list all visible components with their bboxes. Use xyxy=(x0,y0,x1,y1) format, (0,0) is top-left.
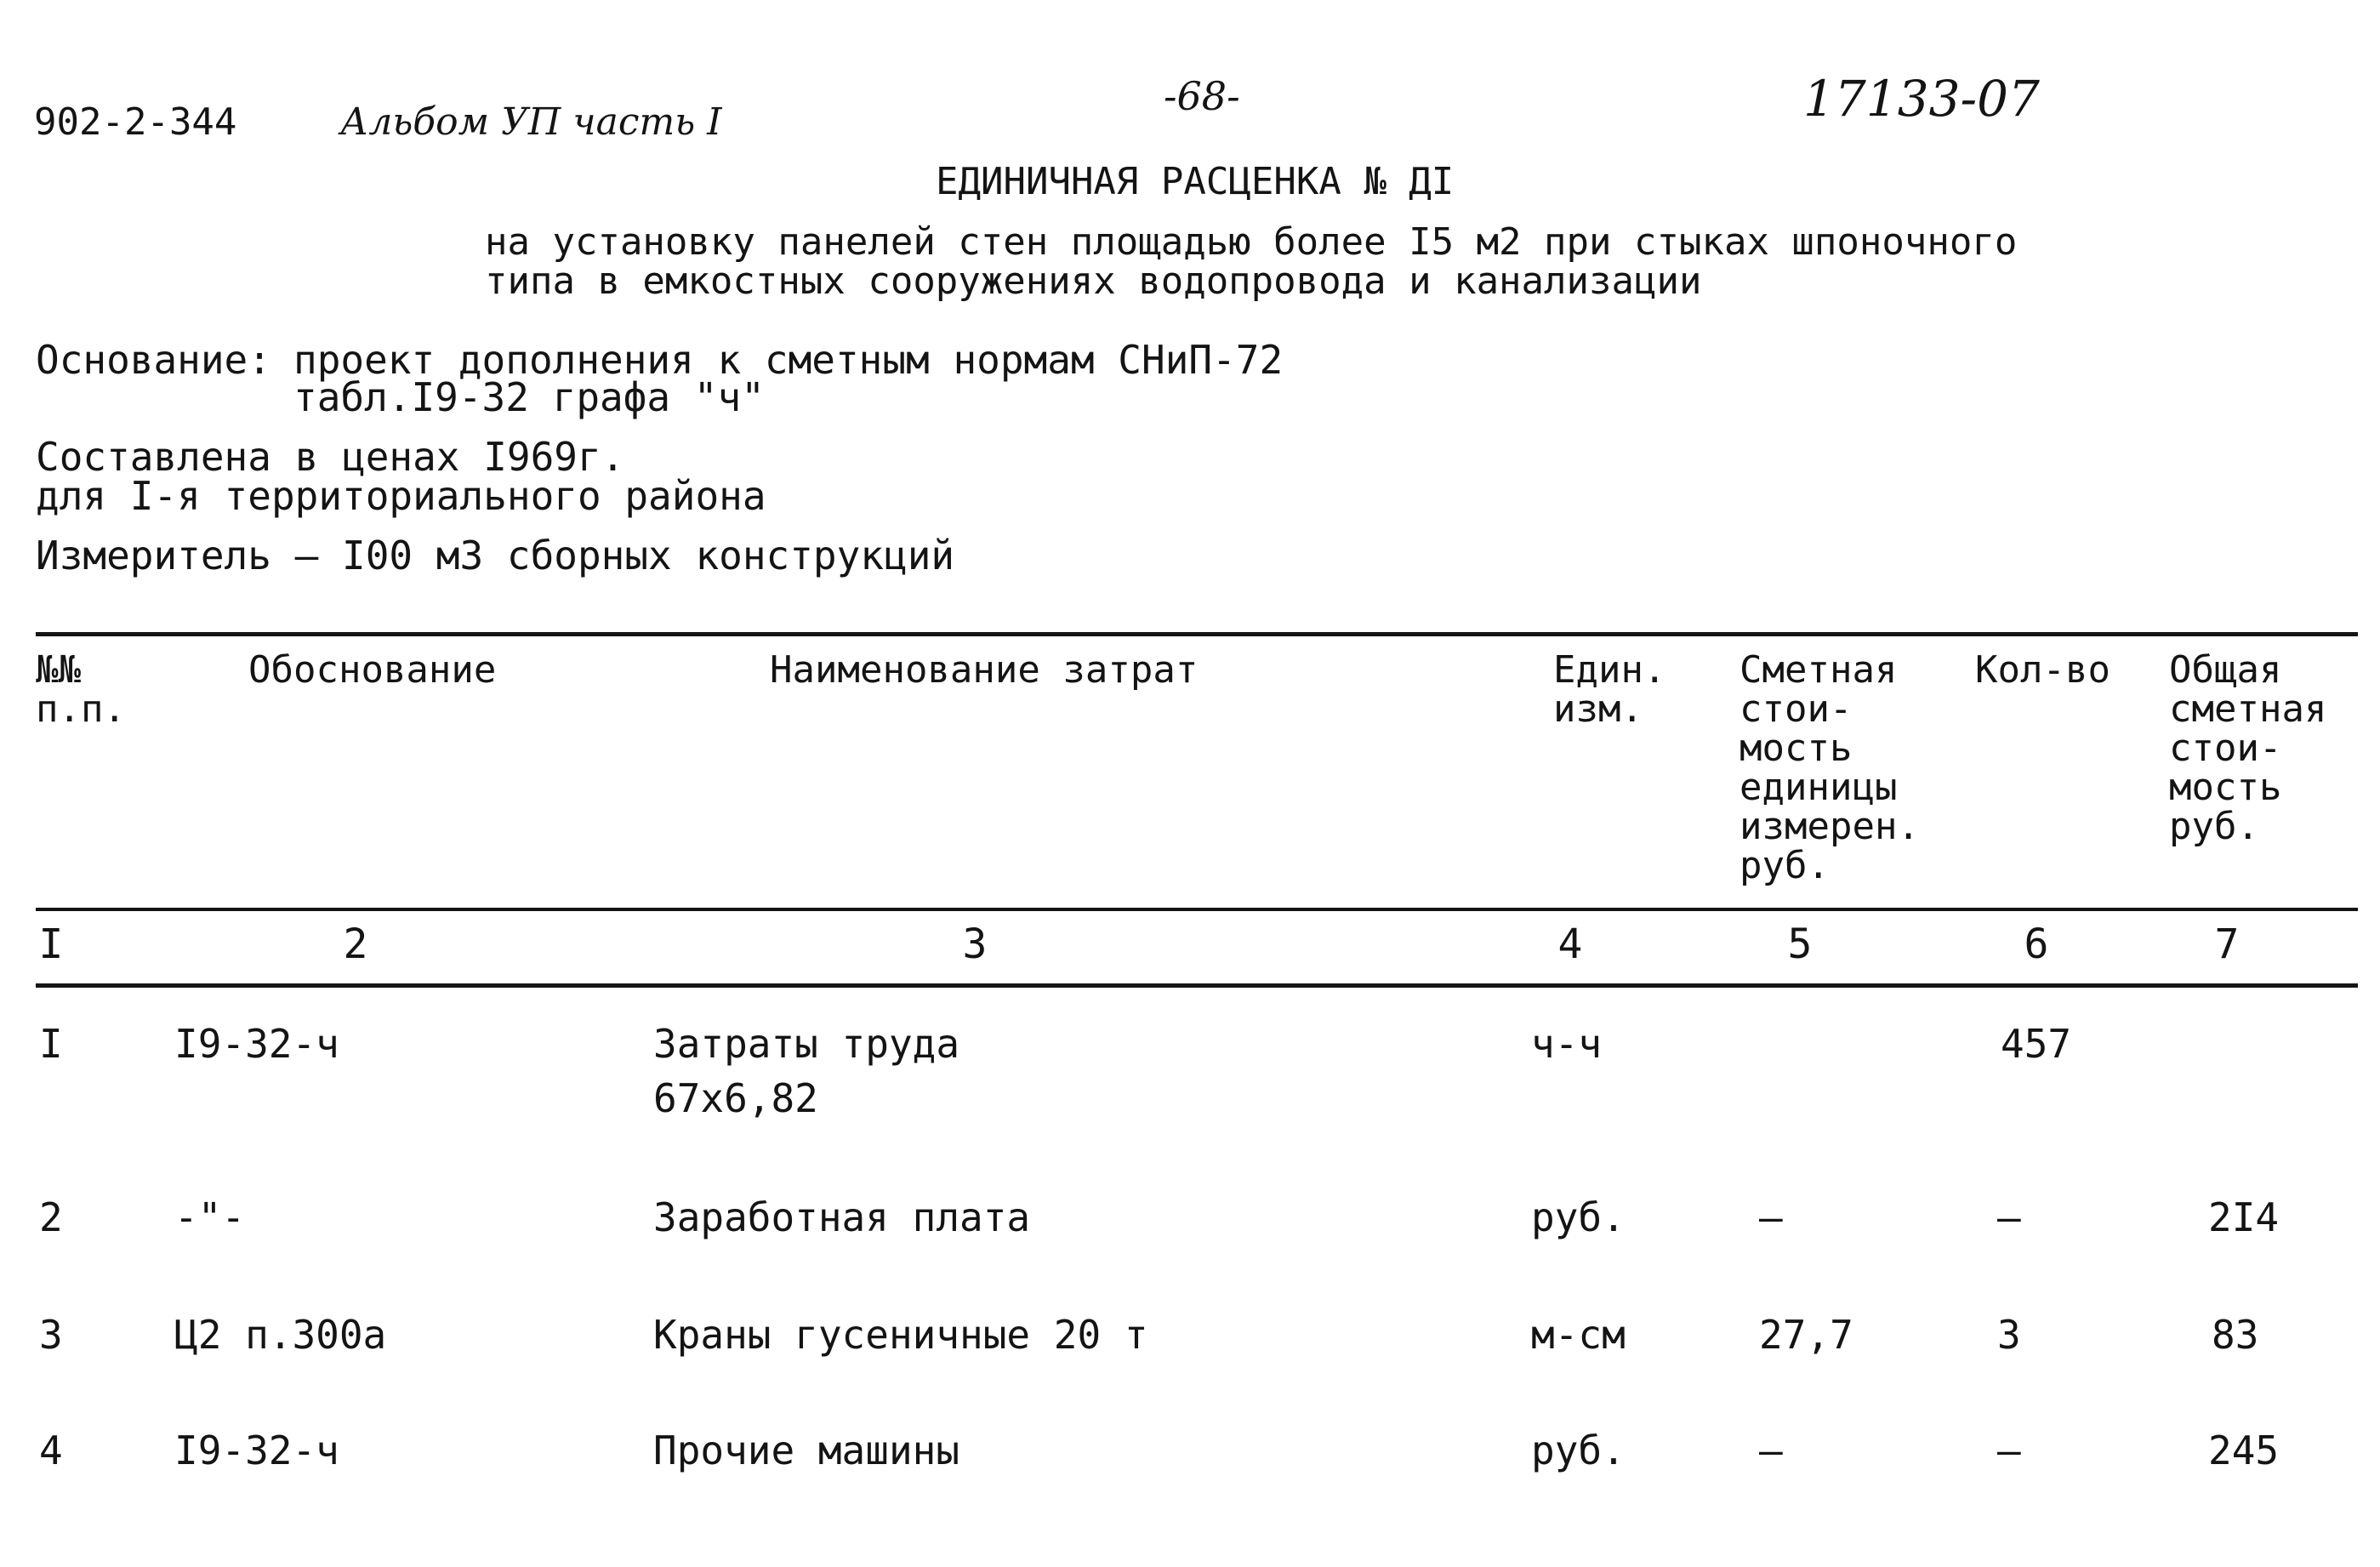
measure-unit: Измеритель – I00 м3 сборных конструкций xyxy=(36,533,955,578)
col-number-3: 3 xyxy=(962,920,988,968)
row-qty: – xyxy=(1997,1194,2021,1240)
col-header-total: Общая сметная стои- мость руб. xyxy=(2169,648,2327,848)
row-basis: I9-32-ч xyxy=(174,1021,339,1067)
col-number-1: I xyxy=(38,920,64,968)
row-total: 245 xyxy=(2208,1427,2280,1473)
subtitle-line-2: типа в емкостных сооружениях водопровода и канализации xyxy=(485,259,1702,303)
col-number-6: 6 xyxy=(2024,920,2049,968)
row-unit: ч-ч xyxy=(1531,1021,1603,1067)
page-title: ЕДИНИЧНАЯ РАСЦЕНКА № ДI xyxy=(936,160,1455,203)
row-name-note: 67х6,82 xyxy=(653,1075,818,1121)
basis-line-2: табл.I9-32 графа "ч" xyxy=(293,374,765,420)
row-num: 4 xyxy=(39,1427,63,1473)
row-basis: Ц2 п.300а xyxy=(174,1312,387,1358)
row-unit-cost: 27,7 xyxy=(1759,1312,1853,1358)
album-label: Альбом УП часть I xyxy=(340,100,722,144)
row-num: 2 xyxy=(39,1194,63,1240)
row-total: 2I4 xyxy=(2208,1194,2280,1240)
col-number-2: 2 xyxy=(343,920,368,968)
col-header-unit-cost: Сметная стои- мость единицы измерен. руб. xyxy=(1739,648,1920,887)
row-name: Заработная плата xyxy=(653,1194,1031,1240)
document-number: 17133-07 xyxy=(1803,70,2040,128)
row-basis: -"- xyxy=(174,1194,246,1240)
row-num: 3 xyxy=(39,1312,63,1358)
row-basis: I9-32-ч xyxy=(174,1427,339,1473)
row-name: Прочие машины xyxy=(653,1427,960,1473)
row-num: I xyxy=(39,1021,63,1067)
row-unit: руб. xyxy=(1531,1194,1626,1240)
row-name: Краны гусеничные 20 т xyxy=(653,1312,1148,1358)
row-qty: 457 xyxy=(2001,1021,2072,1067)
row-name: Затраты труда xyxy=(653,1021,960,1067)
row-unit-cost: – xyxy=(1759,1427,1783,1473)
row-unit-cost: – xyxy=(1759,1194,1783,1240)
col-header-unit: Един. изм. xyxy=(1553,648,1666,731)
col-header-num: №№ п.п. xyxy=(36,648,126,731)
col-header-qty: Кол-во xyxy=(1975,648,2110,692)
table-top-rule xyxy=(36,632,2358,636)
col-header-basis: Обоснование xyxy=(248,648,497,692)
basis-line-1: проект дополнения к сметным нормам СНиП-72 xyxy=(293,337,1284,383)
prices-line-1: Составлена в ценах I969г. xyxy=(36,434,625,480)
basis-label: Основание: xyxy=(36,337,271,383)
row-qty: – xyxy=(1997,1427,2021,1473)
project-code: 902-2-344 xyxy=(34,100,237,144)
row-qty: 3 xyxy=(1997,1312,2021,1358)
col-number-5: 5 xyxy=(1787,920,1813,968)
row-unit: м-см xyxy=(1531,1312,1626,1358)
col-header-name: Наименование затрат xyxy=(770,648,1199,692)
col-number-4: 4 xyxy=(1557,920,1583,968)
col-number-7: 7 xyxy=(2214,920,2240,968)
header-bottom-rule xyxy=(36,908,2358,911)
row-unit: руб. xyxy=(1531,1427,1626,1473)
page-number: -68- xyxy=(1164,73,1240,119)
row-total: 83 xyxy=(2212,1312,2259,1358)
subtitle-line-1: на установку панелей стен площадью более I5 м2 при стыках шпоночного xyxy=(485,220,2018,264)
column-numbers-rule xyxy=(36,983,2358,988)
prices-line-2: для I-я территориального района xyxy=(36,473,766,519)
